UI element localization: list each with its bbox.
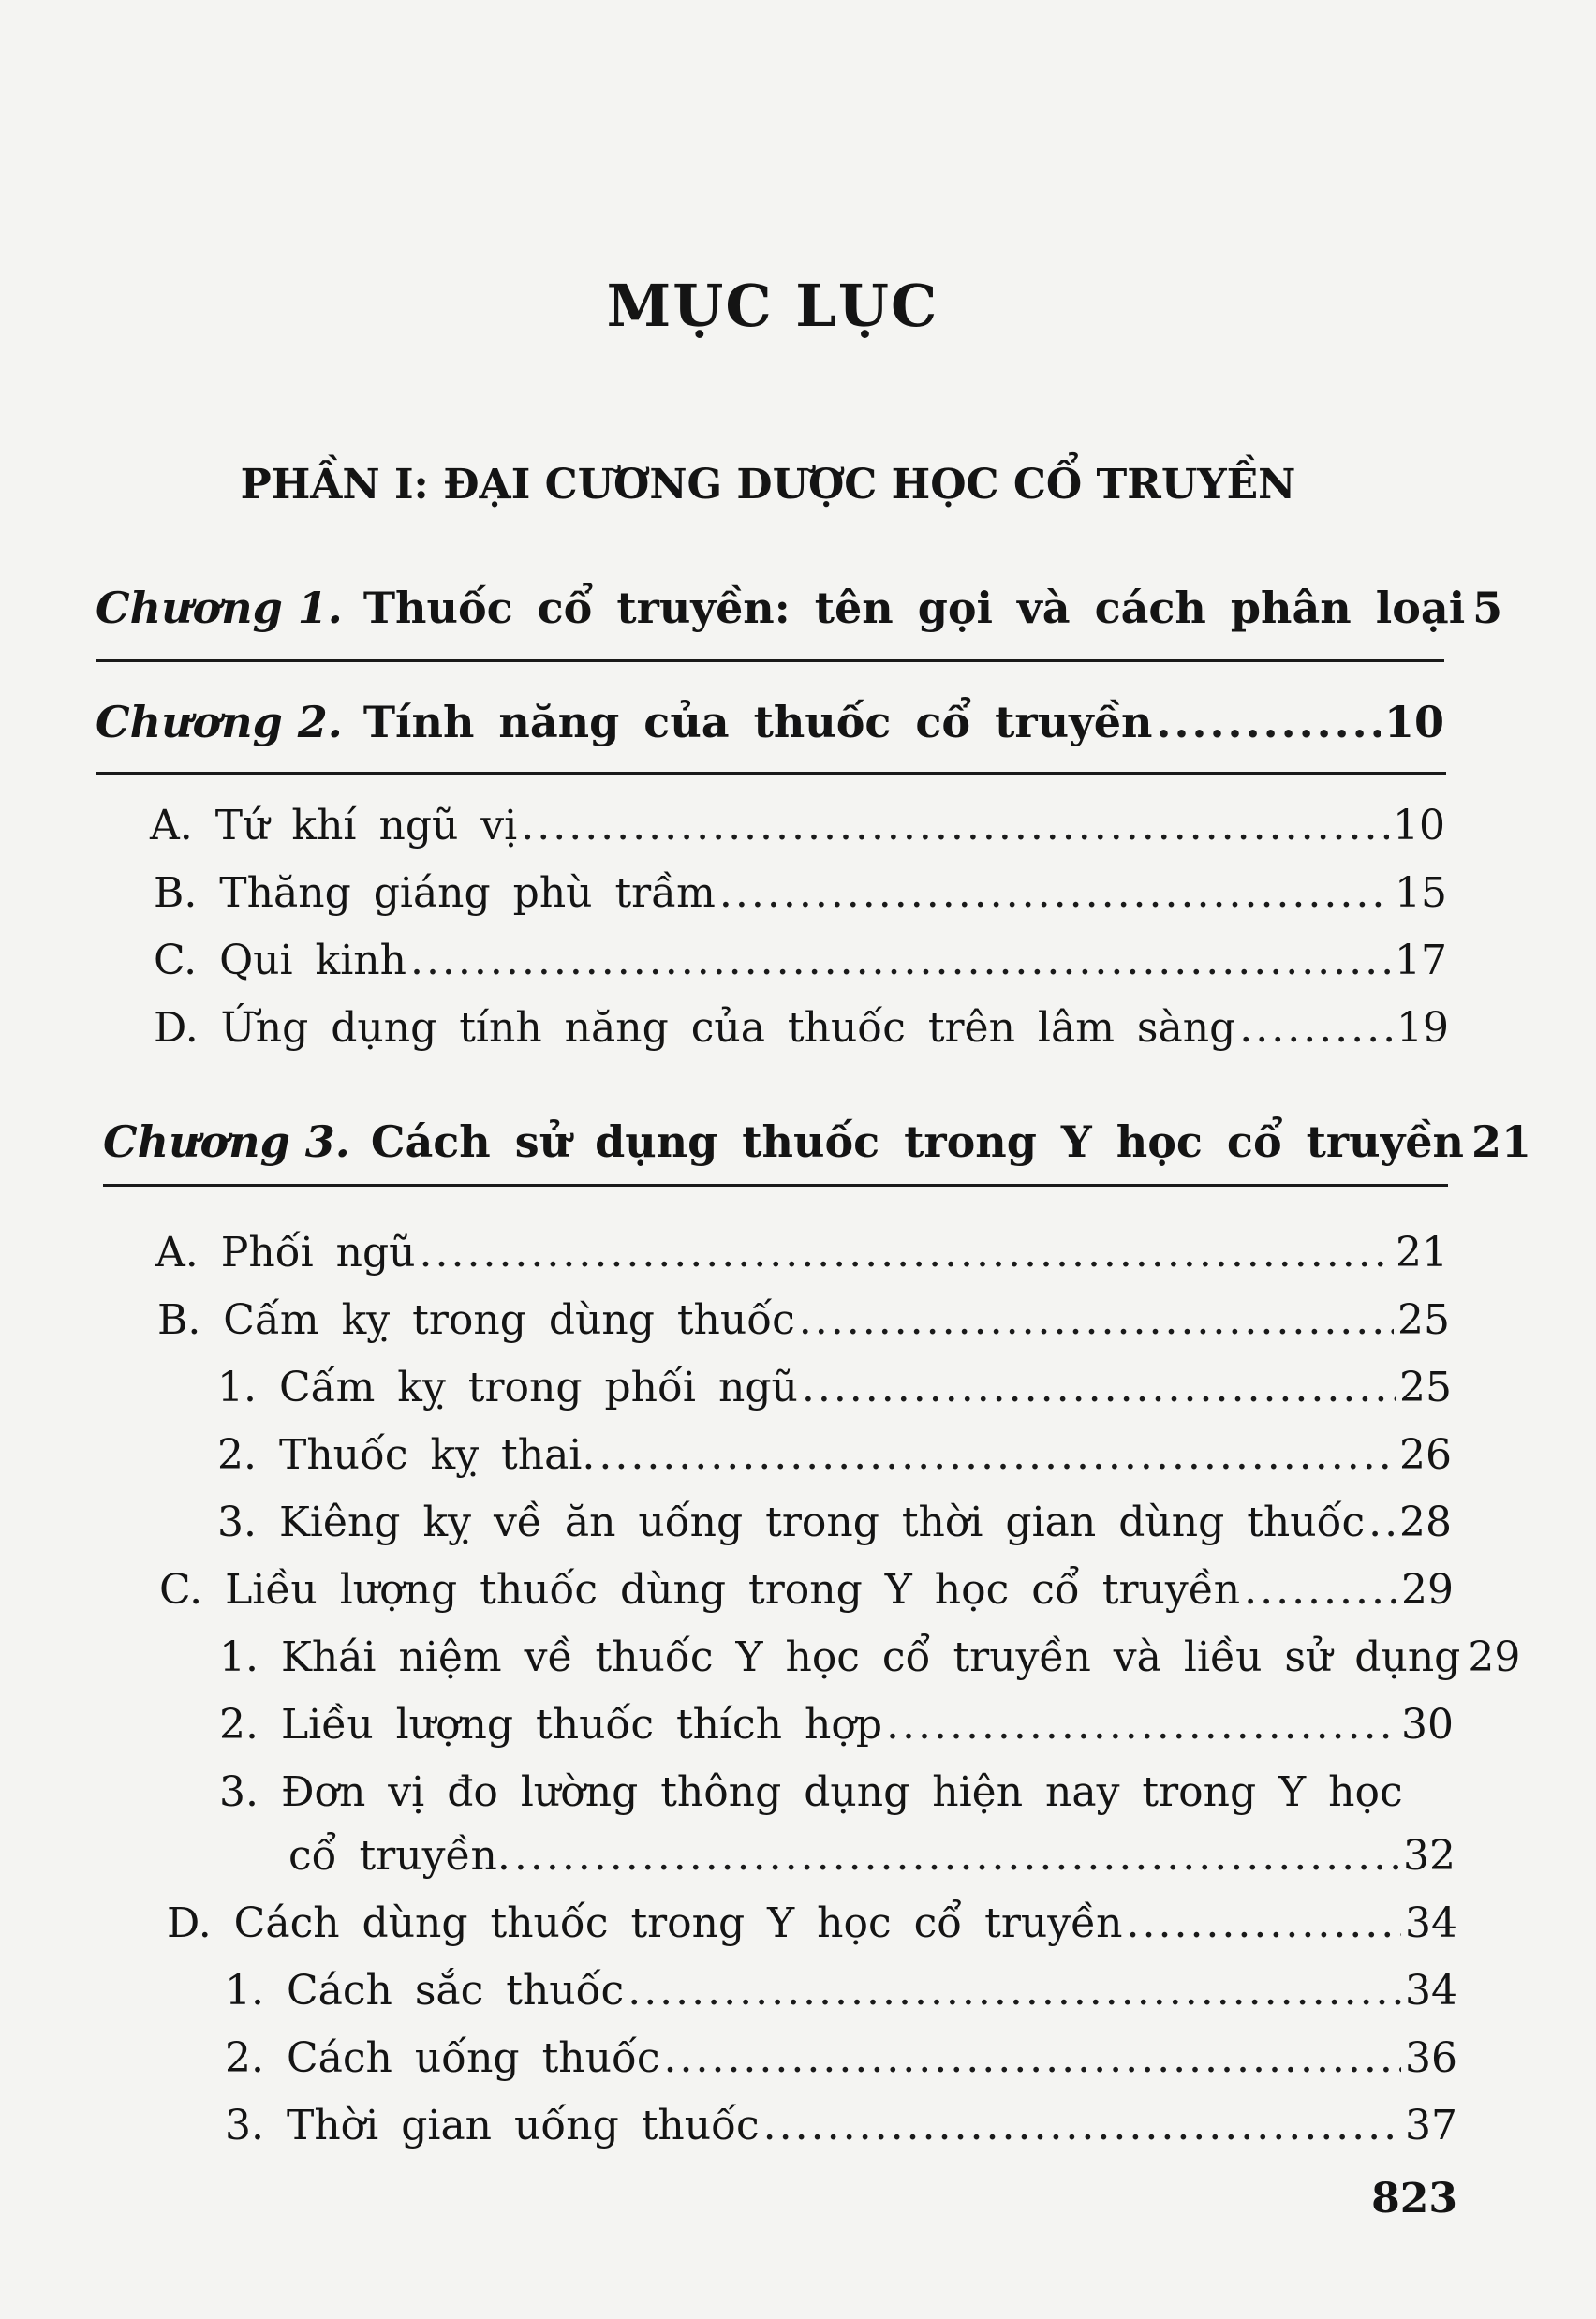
toc-entry: C. Qui kinh ..... 17 [154,937,1447,984]
toc-entry-first-line: 3. Đơn vị đo lường thông dụng hiện nay trong Y học [219,1768,1403,1816]
page-title: MỤC LỤC [606,272,939,340]
page-ref: 34 [1405,1899,1457,1947]
leader-dots [521,802,1389,849]
toc-entry: 3. Thời gian uống thuốc ..... 37 [225,2102,1457,2149]
toc-entry: C. Liều lượng thuốc dùng trong Y học cổ truyền ..... 29 [159,1566,1454,1614]
page-ref: 21 [1471,1116,1532,1167]
page-ref: 5 [1472,583,1503,633]
toc-entry: A. Phối ngũ ..... 21 [155,1229,1448,1277]
chapter-entry [103,1116,1532,1167]
toc-entry: B. Cấm kỵ trong dùng thuốc ..... 25 [157,1296,1450,1344]
toc-entry: cổ truyền. ..... 32 [288,1832,1456,1880]
toc-entry: D. Ứng dụng tính năng của thuốc trên lâm sàng ..... 19 [154,1004,1449,1052]
part-heading: PHẦN I: ĐẠI CƯƠNG DƯỢC HỌC CỔ TRUYỀN [240,461,1296,509]
toc-entry: 2. Thuốc kỵ thai. ..... 26 [217,1431,1452,1479]
toc-entry: B. Thăng giáng phù trầm ..... 15 [154,869,1447,917]
leader-dots [598,1431,1396,1479]
page-ref: 26 [1399,1431,1452,1479]
page-ref: 32 [1403,1832,1456,1880]
page-number: 823 [1371,2175,1457,2223]
leader-dots [1127,1899,1402,1947]
chapter-name: Cách sử dụng thuốc trong Y học cổ truyền [370,1116,1465,1167]
toc-entry: 2. Cách uống thuốc ..... 36 [225,2034,1457,2082]
leader-dots [719,869,1391,917]
page-ref: 15 [1395,869,1447,917]
leader-dots [410,937,1391,984]
page-ref: 34 [1405,1967,1457,2015]
toc-entry: 2. Liều lượng thuốc thích hợp ..... 30 [219,1701,1454,1749]
page-ref: 30 [1401,1701,1454,1749]
leader-dots [628,1967,1401,2015]
page-ref: 28 [1399,1499,1452,1546]
toc-entry: 1. Cách sắc thuốc ..... 34 [225,1967,1457,2015]
chapter-rule [96,772,1446,775]
page-ref: 36 [1405,2034,1457,2082]
toc-entry: 1. Cấm kỵ trong phối ngũ ..... 25 [217,1364,1452,1411]
page-ref: 10 [1393,802,1445,849]
page-ref: 10 [1383,697,1444,747]
leader-dots [514,1832,1399,1880]
chapter-name: Thuốc cổ truyền: tên gọi và cách phân loại [362,583,1466,633]
toc-entry: 1. Khái niệm về thuốc Y học cổ truyền và liều sử dụng 29 [219,1633,1521,1681]
chapter-entry [96,583,1503,633]
leader-dots [1157,697,1381,747]
leader-dots [420,1229,1392,1277]
chapter-lead: Chương 1. [96,583,343,633]
page-ref: 25 [1399,1364,1452,1411]
page-ref: 29 [1401,1566,1454,1614]
leader-dots [886,1701,1397,1749]
leader-dots [802,1364,1396,1411]
toc-entry: 3. Kiêng kỵ về ăn uống trong thời gian dùng thuốc ..... 28 [217,1499,1452,1546]
page-ref: 29 [1468,1633,1521,1681]
page-ref: 37 [1405,2102,1457,2149]
leader-dots [1368,1499,1396,1546]
chapter-entry [96,697,1444,747]
chapter-rule [103,1184,1448,1187]
chapter-lead: Chương 3. [103,1116,350,1167]
page-ref: 19 [1396,1004,1449,1052]
chapter-rule [96,659,1444,662]
page-ref: 21 [1396,1229,1448,1277]
chapter-lead: Chương 2. [96,697,343,747]
leader-dots [763,2102,1401,2149]
leader-dots [664,2034,1402,2082]
chapter-name: Tính năng của thuốc cổ truyền [362,697,1153,747]
leader-dots [1244,1566,1397,1614]
toc-entry: A. Tứ khí ngũ vị ..... 10 [150,802,1445,849]
page-ref: 25 [1397,1296,1450,1344]
leader-dots [1239,1004,1393,1052]
page-ref: 17 [1395,937,1447,984]
leader-dots [799,1296,1394,1344]
toc-entry: D. Cách dùng thuốc trong Y học cổ truyền ..... 34 [167,1899,1457,1947]
